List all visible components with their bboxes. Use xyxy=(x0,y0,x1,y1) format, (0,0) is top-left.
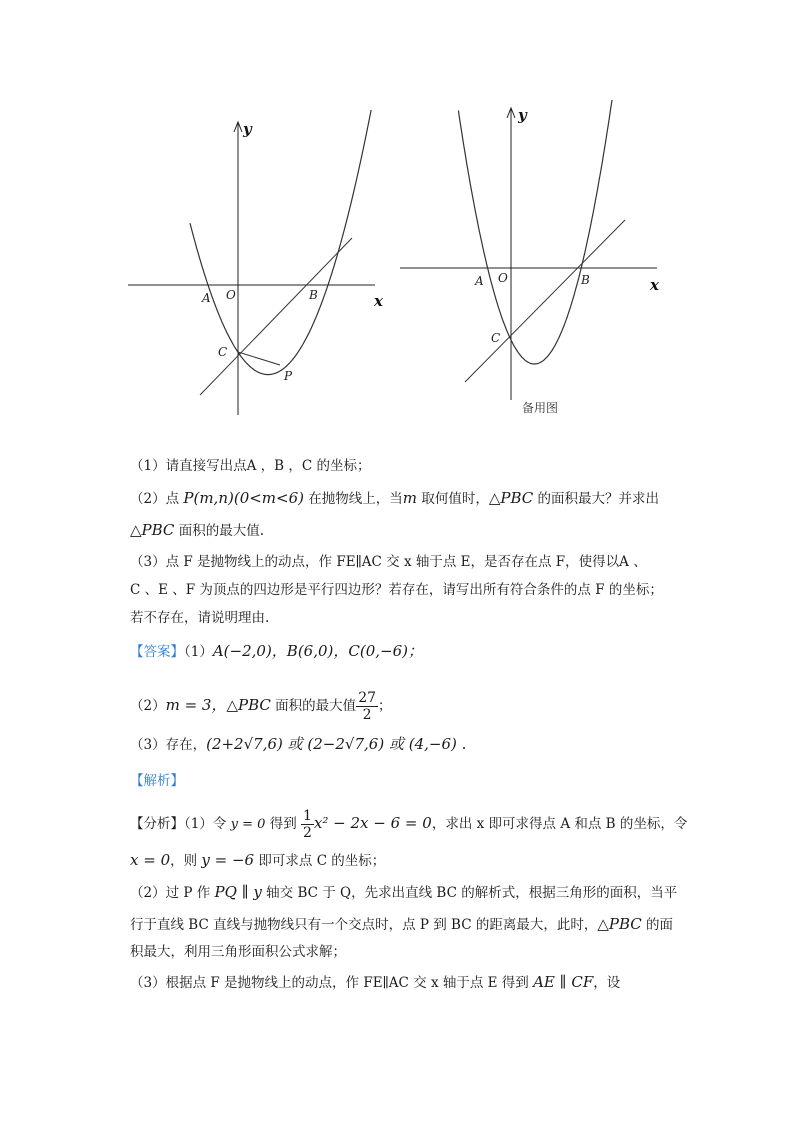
question-3-line-3 xyxy=(130,608,269,628)
analysis-3-b: 轴交 BC 于 Q，先求出直线 BC 的解析式，根据三角形的面积，当平 xyxy=(261,885,678,901)
y-axis-label: y xyxy=(243,120,252,138)
q2-triangle-2: △PBC xyxy=(130,521,175,539)
point-b-label: B xyxy=(309,288,318,302)
analysis-1-c: ，求出 x 即可求得点 A 和点 B 的坐标，令 xyxy=(431,816,688,832)
figure-2 xyxy=(395,100,670,420)
analysis-1-denominator: 2 xyxy=(303,825,312,841)
analysis-2-b: 即可求点 C 的坐标； xyxy=(254,853,386,869)
analysis-line-3 xyxy=(130,882,677,903)
point-a-label: A xyxy=(202,291,211,305)
q2-suffix: 的面积最大？并求出 xyxy=(533,491,660,507)
point-o-label: O xyxy=(226,288,236,302)
analysis-6-ae-cf: AE ∥ CF xyxy=(533,973,594,991)
analysis-tag-line xyxy=(130,771,184,791)
analysis-line-5 xyxy=(130,942,346,962)
parabola xyxy=(458,100,631,364)
point-b-label: B xyxy=(581,273,590,287)
answer-2-numerator: 27 xyxy=(358,690,377,706)
question-1-text: （1）请直接写出点A ，B ，C 的坐标； xyxy=(130,458,371,474)
analysis-3-a: （2）过 P 作 xyxy=(130,885,215,901)
q2-m: m xyxy=(402,489,418,507)
figure-1 xyxy=(120,110,390,420)
question-3-line-2 xyxy=(130,580,663,600)
answer-2-triangle: ，△PBC xyxy=(211,696,271,714)
question-2-line-2 xyxy=(130,520,264,541)
analysis-4-triangle: △PBC xyxy=(597,915,642,933)
analysis-5: 积最大，利用三角形面积公式求解； xyxy=(130,944,346,960)
answer-1-coords: A(−2,0)，B(6,0)，C(0,−6)； xyxy=(212,642,423,660)
q2-point-condition: P(m,n)(0<m<6) xyxy=(183,489,304,507)
answer-line-3 xyxy=(130,734,466,755)
figure-2-svg xyxy=(395,100,670,420)
line-bc xyxy=(200,238,352,395)
q2-triangle: △PBC xyxy=(488,489,534,507)
analysis-4-a: 行于直线 BC 直线与抛物线只有一个交点时，点 P 到 BC 的距离最大，此时， xyxy=(130,917,598,933)
point-a-label: A xyxy=(475,274,484,288)
segment-cp xyxy=(238,352,280,365)
analysis-1-numerator: 1 xyxy=(303,808,312,824)
analysis-2-a: ，则 xyxy=(170,853,202,869)
figure-caption: 备用图 xyxy=(522,401,559,415)
y-axis-label: y xyxy=(518,106,527,124)
point-c-label: C xyxy=(218,345,228,359)
point-p-label: P xyxy=(284,369,293,383)
analysis-2-x0: x = 0 xyxy=(130,851,171,869)
analysis-1-y0: y = 0 xyxy=(230,817,266,832)
analysis-2-y: y = −6 xyxy=(201,851,255,869)
answer-2-text: 面积的最大值 xyxy=(270,698,357,714)
point-o-label: O xyxy=(498,271,508,285)
q2-mid-text-2: 取何值时， xyxy=(417,491,489,507)
point-c-label: C xyxy=(491,331,501,345)
analysis-1-b: 得到 xyxy=(265,816,302,832)
analysis-tag: 【解析】 xyxy=(130,773,184,789)
x-axis-label: x xyxy=(374,292,383,310)
q2-suffix-2: 面积的最大值. xyxy=(174,523,265,539)
answer-2-denominator: 2 xyxy=(362,707,372,723)
answer-line-1 xyxy=(130,641,423,662)
answer-2-m: m = 3 xyxy=(165,696,212,714)
analysis-line-4 xyxy=(130,914,673,935)
answer-2-end: ； xyxy=(378,698,392,714)
q3-line-3: 若不存在，请说明理由. xyxy=(130,610,270,626)
analysis-1-a: （1）令 xyxy=(184,816,231,832)
analysis-6-b: ，设 xyxy=(593,975,621,991)
answer-line-2 xyxy=(130,690,392,723)
analysis-1-equation: x² − 2x − 6 = 0 xyxy=(313,814,432,832)
analysis-1-fraction xyxy=(301,808,314,841)
line-bc xyxy=(465,220,625,382)
fenxi-tag: 【分析】 xyxy=(130,816,184,832)
answer-3-label: （3）存在， xyxy=(130,737,207,753)
q2-mid-text: 在抛物线上，当 xyxy=(304,491,403,507)
analysis-line-2 xyxy=(130,850,385,871)
analysis-4-b: 的面 xyxy=(641,917,674,933)
analysis-3-pq: PQ ∥ y xyxy=(214,883,262,901)
figure-1-svg xyxy=(120,110,390,420)
question-2-line-1 xyxy=(130,488,659,509)
q3-line-2: C 、E 、F 为顶点的四边形是平行四边形？若存在，请写出所有符合条件的点 F 的坐标； xyxy=(130,582,663,598)
answer-1-label: （1） xyxy=(184,644,213,660)
analysis-6-a: （3）根据点 F 是抛物线上的动点，作 FE∥AC 交 x 轴于点 E 得到 xyxy=(130,975,534,991)
answer-2-fraction xyxy=(356,690,378,723)
answer-3-coords: (2+2√7,6) 或 (2−2√7,6) 或 (4,−6) . xyxy=(206,735,467,753)
question-1 xyxy=(130,456,370,476)
analysis-line-1 xyxy=(130,808,687,841)
analysis-line-6 xyxy=(130,972,620,993)
question-3-line-1 xyxy=(130,552,647,572)
answer-2-label: （2） xyxy=(130,698,166,714)
q2-prefix: （2）点 xyxy=(130,491,184,507)
answer-tag: 【答案】 xyxy=(130,644,184,660)
q3-line-1: （3）点 F 是抛物线上的动点，作 FE∥AC 交 x 轴于点 E，是否存在点 F，使得以A 、 xyxy=(130,554,647,570)
x-axis-label: x xyxy=(650,276,659,294)
